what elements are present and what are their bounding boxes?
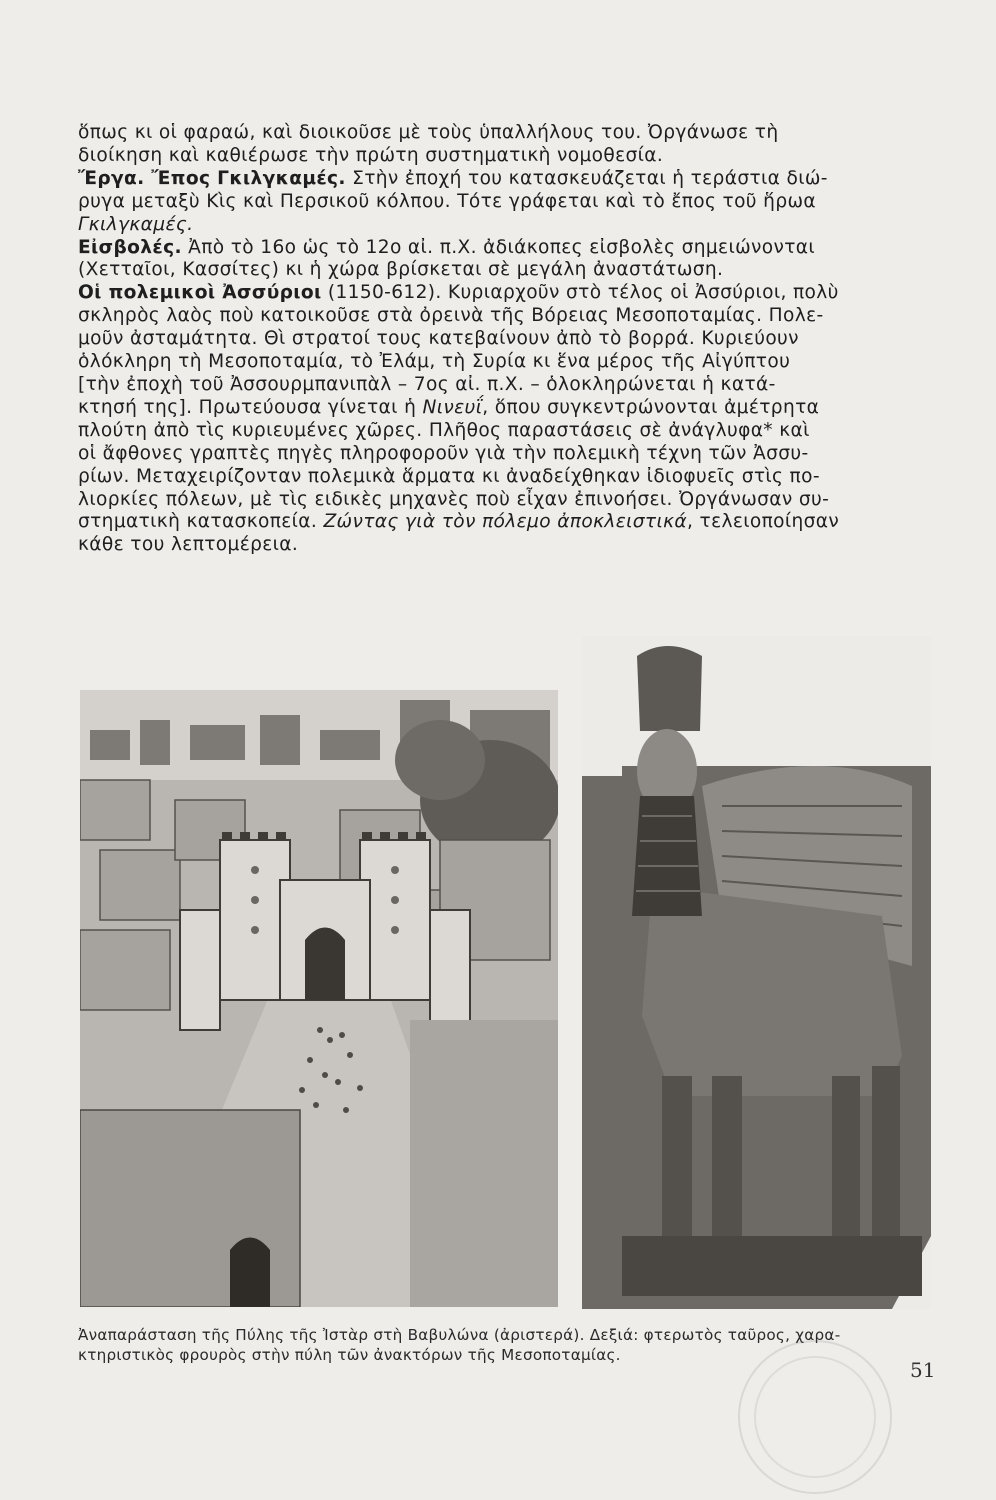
text-span: ρυγα μεταξὺ Κὶς καὶ Περσικοῦ κόλπου. Τότε γράφεται καὶ τὸ ἔπος τοῦ ἥρωα (78, 190, 816, 212)
text-span: (Χετταῖοι, Κασσίτες) κι ἡ χώρα βρίσκεται σὲ μεγάλη ἀναστάτωση. (78, 259, 724, 281)
caption-line: κτηριστικὸς φρουρὸς στὴν πύλη τῶν ἀνακτόρων τῆς Μεσοποταμίας. (78, 1345, 621, 1364)
text-span: διοίκηση καὶ καθιέρωσε τὴν πρώτη συστηματικὴ νομοθεσία. (78, 144, 664, 166)
text-span: στηματικὴ κατασκοπεία. (78, 511, 324, 533)
winged-bull-photo (582, 636, 931, 1309)
text-span: , τελειοποίησαν (687, 511, 840, 533)
text-line (78, 122, 930, 145)
text-line (78, 237, 930, 260)
ishtar-gate-photo (80, 690, 558, 1307)
text-span-italic: Ζώντας γιὰ τὸν πόλεμο ἀποκλειστικά (323, 511, 688, 533)
text-span: ὅπως κι οἱ φαραώ, καὶ διοικοῦσε μὲ τοὺς ὑπαλλήλους του. Ὀργάνωσε τὴ (78, 122, 779, 143)
text-span: λιορκίες πόλεων, μὲ τὶς ειδικὲς μηχανὲς ποὺ εἶχαν ἐπινοήσει. Ὀργάνωσαν συ- (78, 488, 830, 510)
text-span: κτησή της]. Πρωτεύουσα γίνεται ἡ (78, 396, 423, 418)
text-line (78, 214, 930, 237)
text-line (78, 397, 930, 420)
section-heading-assyrioi: Οἱ πολεμικοὶ Ἀσσύριοι (78, 282, 322, 304)
section-heading-erga: Ἔργα. Ἔπος Γκιλγκαμές. (78, 167, 346, 189)
text-line (78, 145, 930, 168)
text-line (78, 489, 930, 512)
text-line (78, 443, 930, 466)
text-line (78, 534, 930, 557)
text-span: , ὅπου συγκεντρώνονται ἀμέτρητα (482, 396, 820, 418)
text-line (78, 511, 930, 534)
caption-line: Ἀναπαράσταση τῆς Πύλης τῆς Ἰστὰρ στὴ Βαβυλώνα (ἀριστερά). Δεξιά: φτερωτὸς ταῦρος, χαρα- (78, 1326, 841, 1344)
text-span: σκληρὸς λαὸς ποὺ κατοικοῦσε στὰ ὀρεινὰ τῆς Βόρειας Μεσοποταμίας. Πολε- (78, 305, 824, 327)
text-line (78, 168, 930, 191)
text-line (78, 259, 930, 282)
text-span: [τὴν ἐποχὴ τοῦ Ἀσσουρμπανιπὰλ – 7ος αἰ. π.Χ. – ὁλοκληρώνεται ἡ κατά- (78, 373, 776, 395)
winged-bull-illustration (582, 636, 931, 1309)
text-span: πλούτη ἀπὸ τὶς κυριευμένες χῶρες. Πλῆθος παραστάσεις σὲ ἀνάγλυφα* καὶ (78, 419, 810, 441)
text-span: κάθε του λεπτομέρεια. (78, 534, 299, 556)
text-span: ρίων. Μεταχειρίζονταν πολεμικὰ ἅρματα κι ἀναδείχθηκαν ἰδιοφυεῖς στὶς πο- (78, 465, 820, 487)
text-line (78, 305, 930, 328)
ishtar-gate-illustration (80, 690, 558, 1307)
text-span-italic: Νινευΐ (422, 396, 483, 418)
text-line (78, 282, 930, 305)
text-line (78, 466, 930, 489)
text-span: Στὴν ἐποχή του κατασκευάζεται ἡ τεράστια διώ- (345, 167, 828, 189)
text-span-italic: Γκιλγκαμές. (78, 213, 194, 235)
text-span: ὁλόκληρη τὴ Μεσοποταμία, τὸ Ἐλάμ, τὴ Συρία κι ἕνα μέρος τῆς Αἰγύπτου (78, 351, 791, 373)
text-line (78, 351, 930, 374)
text-span: μοῦν ἀσταμάτητα. Θὶ στρατοί τους κατεβαίνουν ἀπὸ τὸ βορρά. Κυριεύουν (78, 328, 799, 350)
text-line (78, 191, 930, 214)
section-heading-eisboles: Εἰσβολές. (78, 236, 182, 258)
text-span: (1150-612). Κυριαρχοῦν στὸ τέλος οἱ Ἀσσύριοι, πολὺ (321, 282, 839, 304)
library-stamp (738, 1340, 892, 1494)
text-span: Ἀπὸ τὸ 16ο ὡς τὸ 12ο αἰ. π.Χ. ἀδιάκοπες εἰσβολὲς σημειώνονται (181, 236, 815, 258)
text-line (78, 420, 930, 443)
text-line (78, 374, 930, 397)
body-text (78, 122, 930, 557)
page-number: 51 (910, 1358, 936, 1382)
text-line (78, 328, 930, 351)
text-span: οἱ ἄφθονες γραπτὲς πηγὲς πληροφοροῦν γιὰ τὴν πολεμικὴ τέχνη τῶν Ἀσσυ- (78, 442, 809, 464)
